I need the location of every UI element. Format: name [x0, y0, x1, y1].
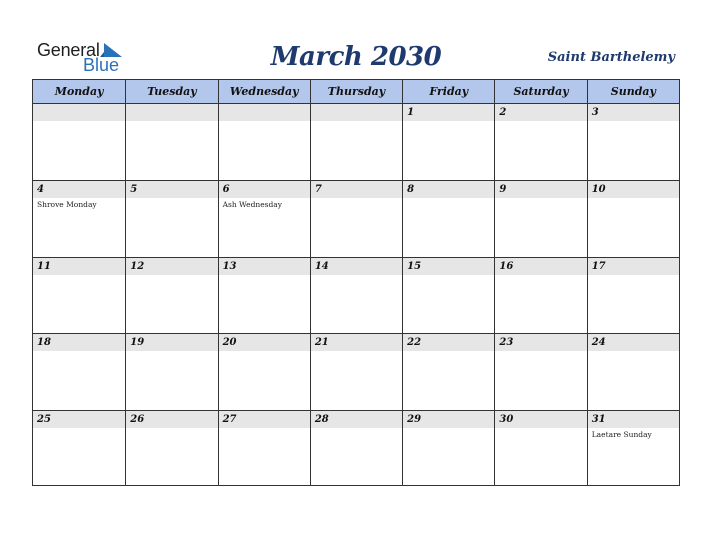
- day-cell: [587, 411, 679, 486]
- calendar-title: March 2030: [270, 42, 442, 72]
- day-cell: [310, 181, 402, 256]
- day-number: 28: [314, 413, 329, 425]
- day-cell: [494, 181, 586, 256]
- day-cell: [218, 181, 310, 256]
- day-number: 9: [499, 184, 507, 196]
- weeks-container: [33, 104, 679, 486]
- day-number: 24: [591, 337, 606, 349]
- weekday-header: Monday: [54, 85, 104, 98]
- week-row: [33, 333, 679, 409]
- day-cell: [33, 334, 125, 409]
- day-number: 26: [130, 413, 145, 425]
- day-number: 1: [407, 107, 415, 118]
- day-number: 6: [222, 184, 230, 196]
- day-number: 20: [222, 337, 237, 349]
- day-cell: [125, 258, 217, 333]
- day-cell: [310, 104, 402, 180]
- week-row: [33, 180, 679, 256]
- day-number-strip: [588, 104, 679, 121]
- day-number-strip: [403, 104, 494, 121]
- logo-general-text: General: [37, 40, 100, 60]
- day-number-strip: [311, 104, 402, 121]
- day-number: 7: [314, 184, 322, 196]
- day-number: 3: [591, 107, 599, 118]
- day-number: 17: [591, 260, 606, 272]
- day-number: 21: [314, 337, 329, 349]
- day-cell: [218, 411, 310, 486]
- day-cell: [587, 104, 679, 180]
- day-cell: [587, 181, 679, 256]
- logo-blue-text: Blue: [83, 55, 120, 75]
- day-cell: [310, 258, 402, 333]
- day-cell: [494, 104, 586, 180]
- day-number: 11: [37, 260, 51, 272]
- day-number-strip: [126, 181, 217, 198]
- day-cell: [33, 181, 125, 256]
- day-cell: [494, 258, 586, 333]
- day-cell: [494, 411, 586, 486]
- day-number: 23: [499, 337, 514, 349]
- week-row: [33, 104, 679, 180]
- day-cell: [310, 334, 402, 409]
- day-cell: [218, 334, 310, 409]
- weekday-header: Thursday: [310, 80, 402, 103]
- day-number: 25: [37, 413, 51, 425]
- day-cell: [587, 334, 679, 409]
- weekday-header-row: [33, 80, 679, 104]
- day-cell: [402, 181, 494, 256]
- calendar-grid: [32, 79, 680, 486]
- day-number-strip: [311, 181, 402, 198]
- region-name: Saint Barthelemy: [547, 50, 675, 65]
- day-number-strip: [495, 104, 586, 121]
- day-cell: [33, 411, 125, 486]
- holiday-label: Shrove Monday: [37, 200, 97, 210]
- day-cell: [310, 411, 402, 486]
- day-cell: [402, 104, 494, 180]
- day-number: 4: [37, 184, 44, 196]
- weekday-header: Friday: [402, 80, 494, 103]
- day-number-strip: [495, 181, 586, 198]
- day-number-strip: [219, 104, 310, 121]
- day-number: 19: [130, 337, 145, 349]
- holiday-label: Laetare Sunday: [591, 429, 652, 439]
- week-row: [33, 410, 679, 486]
- day-number: 31: [591, 413, 606, 425]
- day-number: 14: [314, 260, 329, 272]
- day-number: 18: [37, 337, 51, 349]
- day-cell: [402, 258, 494, 333]
- weekday-header: Saturday: [494, 80, 586, 103]
- day-number: 27: [222, 413, 237, 425]
- day-cell: [218, 258, 310, 333]
- day-number-strip: [33, 104, 125, 121]
- weekday-header: Sunday: [587, 80, 679, 103]
- day-cell: [33, 104, 125, 180]
- day-number-strip: [33, 181, 125, 198]
- day-number: 12: [130, 260, 145, 272]
- day-number-strip: [403, 181, 494, 198]
- day-number: 29: [407, 413, 422, 425]
- day-number: 13: [222, 260, 237, 272]
- day-number: 2: [499, 107, 507, 118]
- day-number: 15: [407, 260, 422, 272]
- day-cell: [125, 104, 217, 180]
- day-number: 5: [130, 184, 138, 196]
- day-cell: [218, 104, 310, 180]
- day-number: 22: [407, 337, 422, 349]
- weekday-header: Wednesday: [218, 80, 310, 103]
- day-number-strip: [126, 104, 217, 121]
- day-cell: [33, 258, 125, 333]
- day-cell: [587, 258, 679, 333]
- weekday-header: Tuesday: [125, 80, 217, 103]
- day-cell: [125, 411, 217, 486]
- day-number: 16: [499, 260, 514, 272]
- week-row: [33, 257, 679, 333]
- day-cell: [125, 181, 217, 256]
- day-cell: [402, 411, 494, 486]
- day-number: 10: [591, 184, 606, 196]
- day-cell: [494, 334, 586, 409]
- day-number: 8: [407, 184, 415, 196]
- day-number-strip: [219, 181, 310, 198]
- day-cell: [402, 334, 494, 409]
- holiday-label: Ash Wednesday: [222, 200, 283, 210]
- day-cell: [125, 334, 217, 409]
- day-number: 30: [499, 413, 514, 425]
